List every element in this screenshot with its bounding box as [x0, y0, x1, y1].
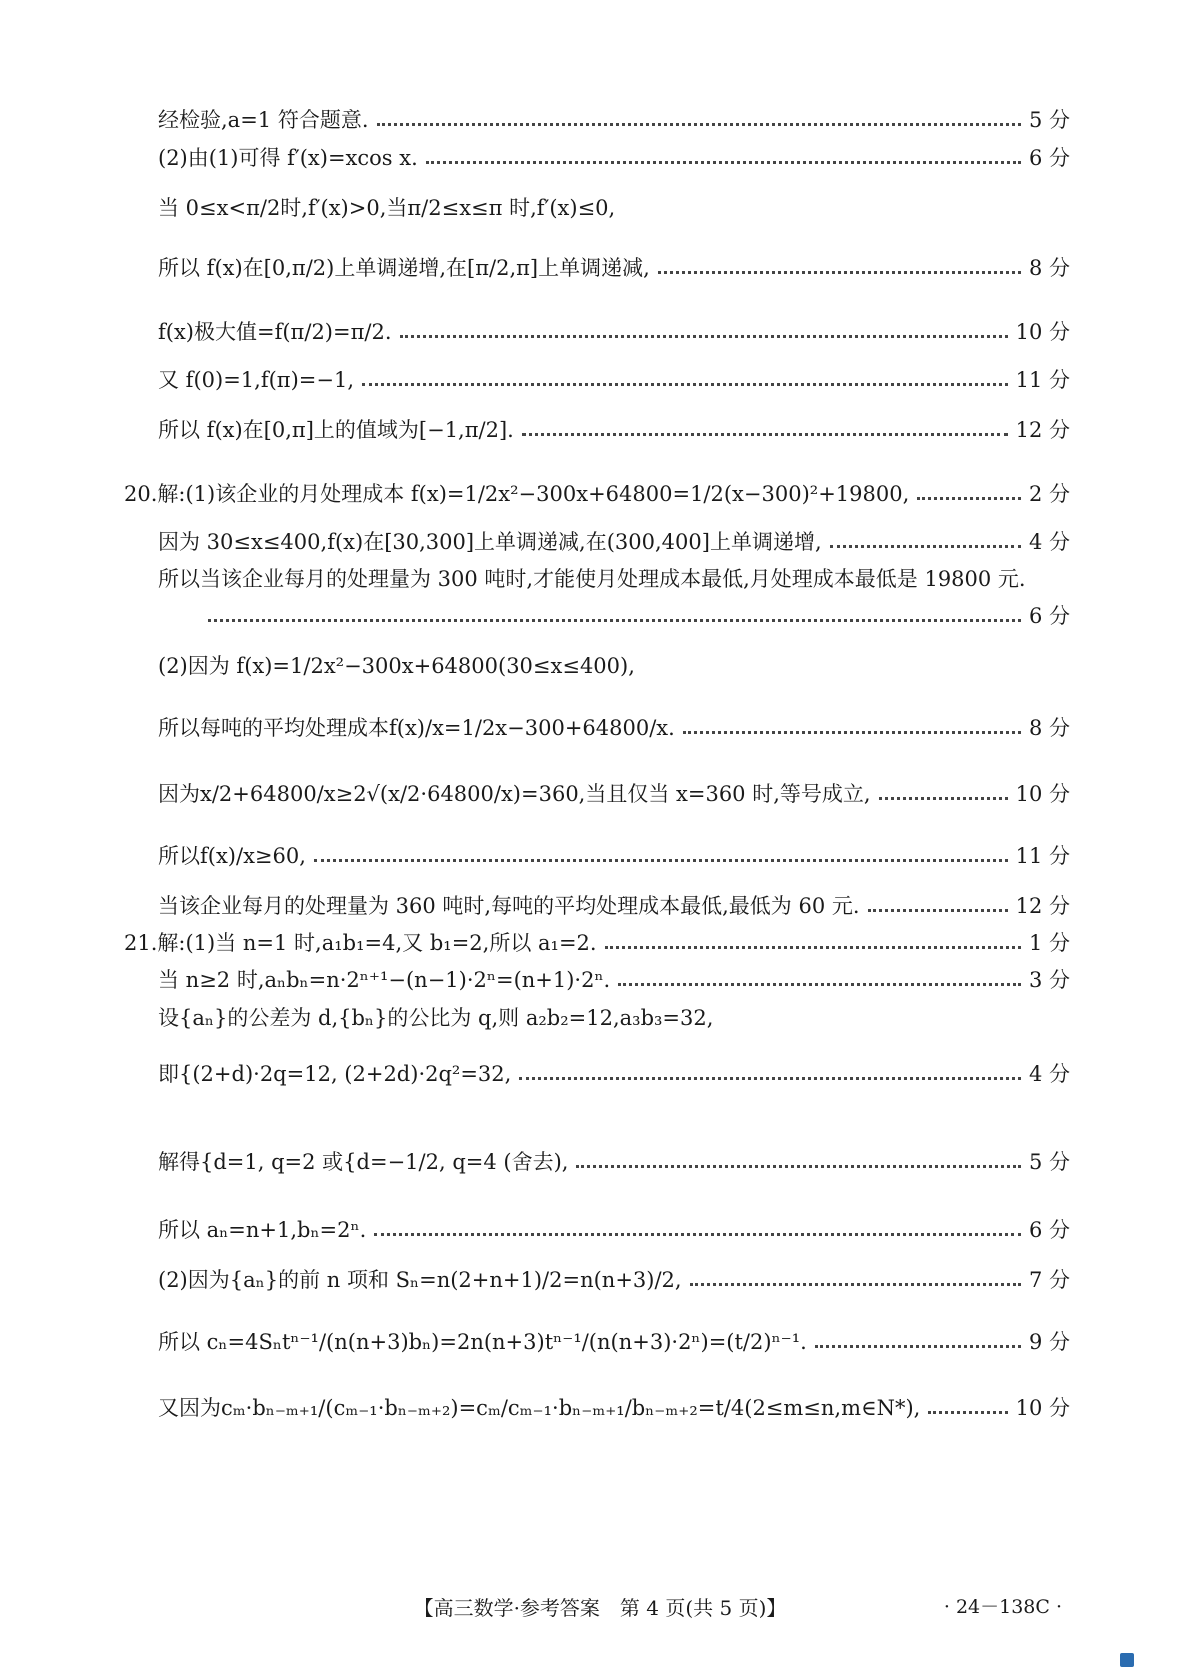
score: 12 分 — [1015, 894, 1070, 918]
answer-line-2: (2)由(1)可得 f′(x)=xcos x. 6 分 — [158, 146, 1070, 170]
answer-line-16: 当该企业每月的处理量为 360 吨时,每吨的平均处理成本最低,最低为 60 元. 12 分 — [158, 894, 1070, 918]
leader-dots — [868, 909, 1008, 912]
answer-line-4: 所以 f(x)在[0,π/2)上单调递增,在[π/2,π]上单调递减, 8 分 — [158, 256, 1070, 280]
score: 6 分 — [1028, 1218, 1070, 1242]
score: 3 分 — [1028, 968, 1070, 992]
score: 5 分 — [1028, 108, 1070, 132]
leader-dots — [377, 123, 1021, 126]
score: 10 分 — [1015, 320, 1070, 344]
question-21-line-1: 21.解:(1)当 n=1 时,a₁b₁=4,又 b₁=2,所以 a₁=2. 1 分 — [124, 931, 1070, 955]
scanner-logo-icon — [1120, 1653, 1134, 1667]
leader-dots — [314, 859, 1008, 862]
page-footer-code: · 24－138C · — [943, 1596, 1062, 1618]
score: 11 分 — [1015, 844, 1070, 868]
question-20-line-1: 20.解:(1)该企业的月处理成本 f(x)=1/2x²−300x+64800=1/2(x−300)²+19800, 2 分 — [124, 482, 1070, 506]
answer-line-24: 所以 cₙ=4Sₙtⁿ⁻¹/(n(n+3)bₙ)=2n(n+3)tⁿ⁻¹/(n(n+3)·2ⁿ)=(t/2)ⁿ⁻¹. 9 分 — [158, 1330, 1070, 1354]
leader-dots — [879, 797, 1008, 800]
leader-dots — [400, 335, 1008, 338]
answer-line-13: 所以每吨的平均处理成本f(x)/x=1/2x−300+64800/x. 8 分 — [158, 716, 1070, 740]
score: 6 分 — [1028, 604, 1070, 628]
answer-line-7: 所以 f(x)在[0,π]上的值域为[−1,π/2]. 12 分 — [158, 418, 1070, 442]
score: 7 分 — [1028, 1268, 1070, 1292]
score: 10 分 — [1015, 782, 1070, 806]
leader-dots — [618, 983, 1021, 986]
leader-dots — [830, 545, 1021, 548]
answer-line-20: 即{(2+d)·2q=12, (2+2d)·2q²=32, 4 分 — [158, 1062, 1070, 1086]
leader-dots — [208, 619, 1021, 622]
leader-dots — [374, 1233, 1021, 1236]
answer-line-15: 所以f(x)/x≥60, 11 分 — [158, 844, 1070, 868]
leader-dots — [522, 433, 1008, 436]
score: 8 分 — [1028, 256, 1070, 280]
answer-line-5: f(x)极大值=f(π/2)=π/2. 10 分 — [158, 320, 1070, 344]
answer-line-3: 当 0≤x<π/2时,f′(x)>0,当π/2≤x≤π 时,f′(x)≤0, — [158, 196, 616, 220]
score: 1 分 — [1028, 931, 1070, 955]
leader-dots — [362, 383, 1008, 386]
leader-dots — [576, 1165, 1020, 1168]
answer-line-14: 因为x/2+64800/x≥2√(x/2·64800/x)=360,当且仅当 x=360 时,等号成立, 10 分 — [158, 782, 1070, 806]
leader-dots — [519, 1077, 1021, 1080]
leader-dots — [690, 1283, 1021, 1286]
answer-line-6: 又 f(0)=1,f(π)=−1, 11 分 — [158, 368, 1070, 392]
answer-line-25: 又因为cₘ·bₙ₋ₘ₊₁/(cₘ₋₁·bₙ₋ₘ₊₂)=cₘ/cₘ₋₁·bₙ₋ₘ₊₁/bₙ₋ₘ₊₂=t/4(2≤m≤n,m∈N*), 10 分 — [158, 1396, 1070, 1420]
score: 12 分 — [1015, 418, 1070, 442]
answer-line-12: (2)因为 f(x)=1/2x²−300x+64800(30≤x≤400), — [158, 654, 635, 678]
answer-line-21: 解得{d=1, q=2 或{d=−1/2, q=4 (舍去), 5 分 — [158, 1150, 1070, 1174]
score: 11 分 — [1015, 368, 1070, 392]
answer-line-11 — [200, 604, 1070, 629]
answer-line-19: 设{aₙ}的公差为 d,{bₙ}的公比为 q,则 a₂b₂=12,a₃b₃=32, — [158, 1006, 714, 1030]
leader-dots — [605, 946, 1021, 949]
score: 2 分 — [1028, 482, 1070, 506]
answer-line-1: 经检验,a=1 符合题意. 5 分 — [158, 108, 1070, 132]
leader-dots — [928, 1411, 1007, 1414]
scanner-logo — [1120, 1651, 1192, 1669]
score: 5 分 — [1028, 1150, 1070, 1174]
score: 9 分 — [1028, 1330, 1070, 1354]
leader-dots — [683, 731, 1021, 734]
leader-dots — [917, 497, 1021, 500]
score: 6 分 — [1028, 146, 1070, 170]
score: 8 分 — [1028, 716, 1070, 740]
leader-dots — [658, 271, 1021, 274]
score: 4 分 — [1028, 1062, 1070, 1086]
answer-line-22: 所以 aₙ=n+1,bₙ=2ⁿ. 6 分 — [158, 1218, 1070, 1242]
answer-line-18: 当 n≥2 时,aₙbₙ=n·2ⁿ⁺¹−(n−1)·2ⁿ=(n+1)·2ⁿ. 3 分 — [158, 968, 1070, 992]
leader-dots — [426, 161, 1021, 164]
score: 10 分 — [1015, 1396, 1070, 1420]
score: 4 分 — [1028, 530, 1070, 554]
leader-dots — [815, 1345, 1021, 1348]
answer-line-10: 所以当该企业每月的处理量为 300 吨时,才能使月处理成本最低,月处理成本最低是 19800 元. — [158, 567, 1026, 591]
answer-line-23: (2)因为{aₙ}的前 n 项和 Sₙ=n(2+n+1)/2=n(n+3)/2, 7 分 — [158, 1268, 1070, 1292]
page-footer-title: 【高三数学·参考答案 第 4 页(共 5 页)】 — [413, 1596, 787, 1620]
answer-line-9: 因为 30≤x≤400,f(x)在[30,300]上单调递减,在(300,400]上单调递增, 4 分 — [158, 530, 1070, 554]
